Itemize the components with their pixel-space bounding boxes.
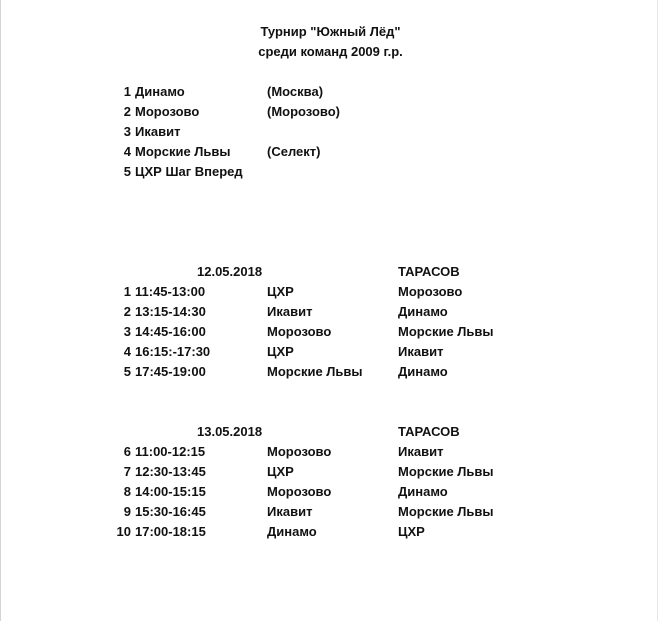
away-team: Икавит xyxy=(398,444,444,459)
game-row xyxy=(0,482,661,502)
game-number: 6 xyxy=(123,444,131,459)
game-time: 13:15-14:30 xyxy=(135,304,206,319)
away-team: Динамо xyxy=(398,484,448,499)
game-time: 15:30-16:45 xyxy=(135,504,206,519)
home-team: ЦХР xyxy=(267,344,294,359)
game-number: 8 xyxy=(123,484,131,499)
away-team: ЦХР xyxy=(398,524,425,539)
team-city: (Москва) xyxy=(267,84,324,99)
away-team: Морские Львы xyxy=(398,464,494,479)
game-row xyxy=(0,522,661,542)
game-number: 7 xyxy=(123,464,131,479)
game-number: 9 xyxy=(123,504,131,519)
away-team: Морские Львы xyxy=(398,324,494,339)
team-row xyxy=(0,142,661,162)
team-row xyxy=(0,122,661,142)
away-team: Динамо xyxy=(398,304,448,319)
game-number: 3 xyxy=(123,324,131,339)
home-team: Динамо xyxy=(267,524,317,539)
day-date: 13.05.2018 xyxy=(197,424,263,439)
team-number: 3 xyxy=(123,124,131,139)
game-time: 14:45-16:00 xyxy=(135,324,206,339)
away-team: Динамо xyxy=(398,364,448,379)
game-time: 12:30-13:45 xyxy=(135,464,206,479)
game-row xyxy=(0,442,661,462)
game-number: 2 xyxy=(123,304,131,319)
team-number: 4 xyxy=(123,144,131,159)
game-time: 17:00-18:15 xyxy=(135,524,206,539)
team-name: Морозово xyxy=(135,104,200,119)
away-team: Икавит xyxy=(398,344,444,359)
game-row xyxy=(0,302,661,322)
home-team: Морозово xyxy=(267,444,332,459)
team-row xyxy=(0,82,661,102)
team-name: Морские Львы xyxy=(135,144,231,159)
arena-name: ТАРАСОВ xyxy=(398,424,460,439)
team-number: 5 xyxy=(123,164,131,179)
game-number: 4 xyxy=(123,344,131,359)
home-team: ЦХР xyxy=(267,464,294,479)
team-row xyxy=(0,102,661,122)
home-team: Икавит xyxy=(267,304,313,319)
home-team: Морские Львы xyxy=(267,364,363,379)
game-row xyxy=(0,322,661,342)
tournament-subtitle: среди команд 2009 г.р. xyxy=(258,44,403,59)
team-row xyxy=(0,162,661,182)
arena-name: ТАРАСОВ xyxy=(398,264,460,279)
team-name: ЦХР Шаг Вперед xyxy=(135,164,243,179)
game-number: 1 xyxy=(123,284,131,299)
home-team: Морозово xyxy=(267,484,332,499)
game-row xyxy=(0,342,661,362)
home-team: Икавит xyxy=(267,504,313,519)
game-time: 11:00-12:15 xyxy=(135,444,206,459)
game-number: 5 xyxy=(123,364,131,379)
game-row xyxy=(0,362,661,382)
team-number: 1 xyxy=(123,84,131,99)
away-team: Морозово xyxy=(398,284,463,299)
game-row xyxy=(0,502,661,522)
game-time: 11:45-13:00 xyxy=(135,284,206,299)
game-time: 14:00-15:15 xyxy=(135,484,206,499)
game-row xyxy=(0,462,661,482)
day-date: 12.05.2018 xyxy=(197,264,263,279)
team-name: Икавит xyxy=(135,124,181,139)
day-header xyxy=(0,422,661,442)
game-time: 17:45-19:00 xyxy=(135,364,206,379)
team-name: Динамо xyxy=(135,84,185,99)
team-number: 2 xyxy=(123,104,131,119)
game-row xyxy=(0,282,661,302)
team-city: (Селект) xyxy=(267,144,321,159)
team-city: (Морозово) xyxy=(267,104,340,119)
day-header xyxy=(0,262,661,282)
home-team: ЦХР xyxy=(267,284,294,299)
game-time: 16:15:-17:30 xyxy=(135,344,211,359)
tournament-title: Турнир "Южный Лёд" xyxy=(260,24,401,39)
game-number: 10 xyxy=(116,524,131,539)
away-team: Морские Львы xyxy=(398,504,494,519)
home-team: Морозово xyxy=(267,324,332,339)
